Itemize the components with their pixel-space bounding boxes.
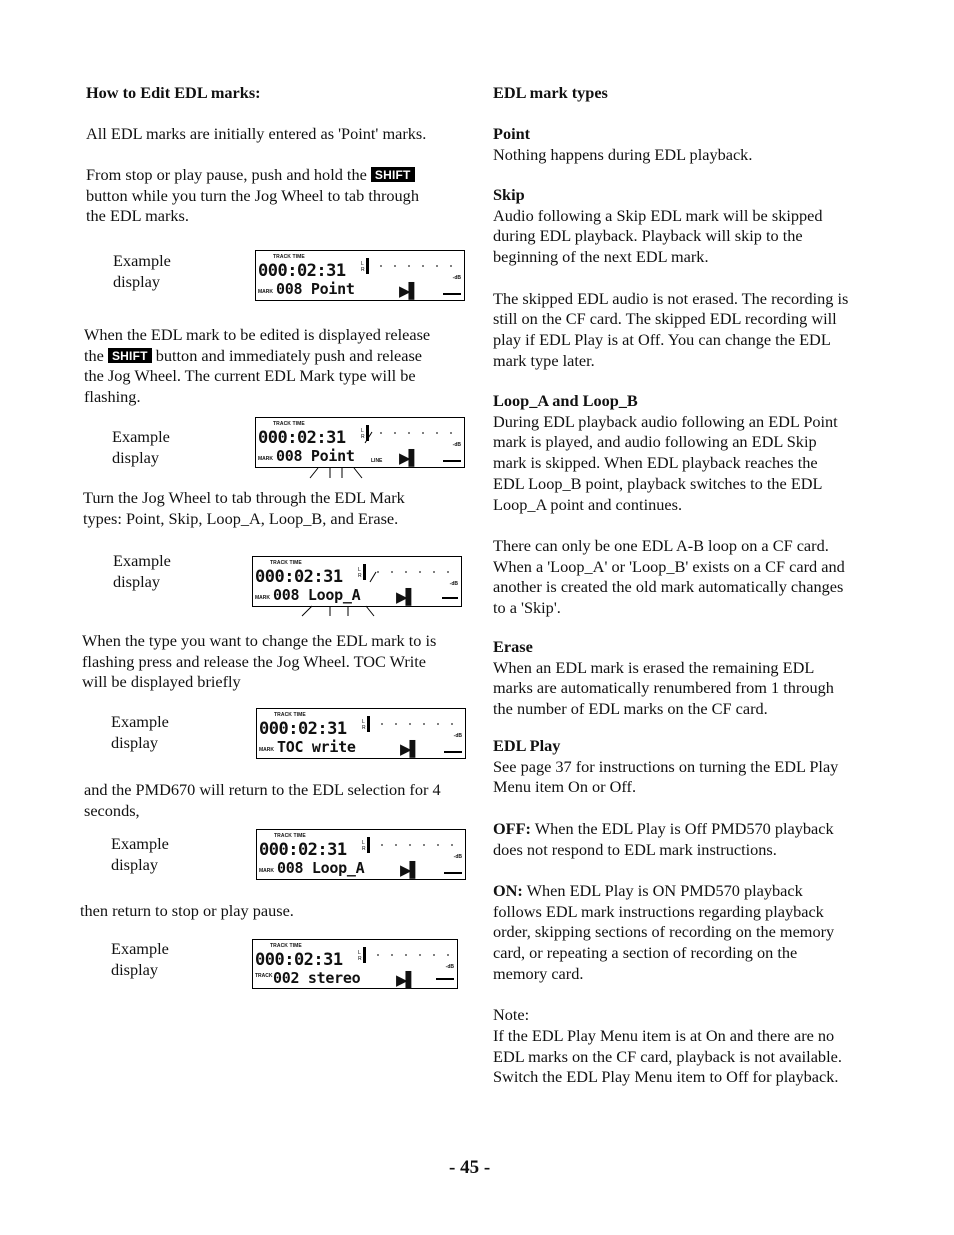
dash-indicator (444, 872, 462, 874)
mark-label: MARK (259, 747, 274, 753)
text: When a 'Loop_A' or 'Loop_B' exists on a CF card and (493, 556, 845, 576)
text: When the EDL mark to be edited is displayed release (84, 325, 431, 344)
svg-text:R: R (362, 846, 366, 852)
text: still on the CF card. The skipped EDL recording will (493, 309, 837, 329)
lcd-time: 000:02:31 (255, 567, 343, 587)
track-time-label: TRACK TIME (270, 943, 302, 949)
text: mark is played, and audio following an EDL Skip (493, 432, 817, 452)
text: seconds, (84, 800, 140, 820)
paragraph-turn-jog (83, 488, 405, 529)
play-pause-icon: ▶▌ (396, 588, 416, 606)
dash-indicator (442, 597, 458, 599)
paragraph-return-stop: then return to stop or play pause. (80, 901, 294, 920)
track-time-label: TRACK TIME (274, 833, 306, 839)
text: during EDL playback. Playback will skip to the (493, 226, 803, 246)
display-word: display (113, 572, 161, 591)
text: When an EDL mark is erased the remaining EDL (493, 657, 815, 677)
svg-text:L: L (358, 950, 361, 956)
play-pause-icon: ▶▌ (399, 449, 419, 467)
lcd-display-1 (255, 250, 465, 301)
note-heading: Note: (493, 1005, 530, 1025)
text: When the type you want to change the EDL mark to is (82, 631, 437, 650)
text: EDL Loop_B point, playback switches to the EDL (493, 473, 823, 493)
lcd-edl-text: 008 Loop_A (273, 586, 361, 604)
text: The skipped EDL audio is not erased. The recording is (493, 288, 849, 308)
display-word: display (112, 448, 160, 467)
skip-heading: Skip (493, 185, 525, 204)
text: the Jog Wheel. The current EDL Mark type will be (84, 366, 416, 386)
play-pause-icon: ▶▌ (396, 971, 416, 989)
text: and the PMD670 will return to the EDL selection for 4 (84, 780, 441, 799)
point-section (493, 124, 752, 165)
paragraph-push-hold-shift (86, 165, 419, 227)
db-label: -dB (445, 964, 454, 970)
paragraph-release-shift (84, 325, 430, 408)
text: the EDL marks. (86, 206, 189, 226)
level-meter-icon (357, 946, 457, 964)
section-heading-edit-edl: How to Edit EDL marks: (86, 83, 261, 102)
example-word: Example (111, 939, 169, 958)
text: EDL marks on the CF card, playback is not available. (493, 1046, 842, 1066)
page-number: - 45 - (449, 1157, 491, 1178)
db-label: -dB (452, 442, 461, 448)
mark-label: MARK (259, 868, 274, 874)
text: Audio following a Skip EDL mark will be skipped (493, 205, 823, 225)
example-word: Example (112, 427, 170, 446)
example-word: Example (113, 251, 171, 270)
text: the (84, 345, 104, 365)
display-word: display (111, 960, 159, 979)
point-heading: Point (493, 124, 531, 143)
lcd-time: 000:02:31 (259, 719, 347, 739)
db-label: -dB (452, 275, 461, 281)
text: From stop or play pause, push and hold the (86, 165, 367, 184)
text: Loop_A point and continues. (493, 494, 683, 514)
text: to a 'Skip'. (493, 598, 561, 618)
example-word: Example (113, 551, 171, 570)
text: button and immediately push and release (155, 345, 423, 365)
edl-play-heading: EDL Play (493, 736, 561, 755)
text: will be displayed briefly (82, 672, 241, 692)
loop-section (493, 391, 845, 619)
svg-text:L: L (361, 428, 364, 434)
lcd-time: 000:02:31 (255, 950, 343, 970)
paragraph-return-edl (84, 780, 441, 821)
text: Menu item On or Off. (493, 777, 637, 797)
svg-text:R: R (362, 725, 366, 731)
text: Turn the Jog Wheel to tab through the EDL Mark (83, 488, 405, 507)
example-label (111, 711, 169, 753)
example-label (112, 426, 170, 468)
lcd-edl-text: 008 Loop_A (277, 859, 365, 877)
lcd-display-4 (256, 708, 466, 759)
example-label (113, 250, 171, 292)
shift-key-icon: SHIFT (108, 348, 152, 363)
text: does not respond to EDL mark instructions. (493, 839, 777, 859)
dash-indicator (443, 293, 461, 295)
erase-section (493, 637, 834, 720)
text: See page 37 for instructions on turning the EDL Play (493, 756, 839, 776)
lcd-display-5 (256, 829, 466, 880)
mark-label: MARK (255, 595, 270, 601)
text: marks are automatically renumbered from 1 through (493, 678, 834, 698)
text: flashing. (84, 387, 141, 407)
svg-text:L: L (358, 567, 361, 573)
section-heading-mark-types: EDL mark types (493, 83, 608, 102)
play-pause-icon: ▶▌ (400, 740, 420, 758)
mark-label: MARK (258, 456, 273, 462)
text: types: Point, Skip, Loop_A, Loop_B, and Erase. (83, 508, 399, 528)
svg-text:R: R (361, 434, 365, 440)
text: memory card. (493, 963, 584, 983)
text: When the EDL Play is Off PMD570 playback (530, 818, 834, 838)
lcd-edl-text: 002 stereo (273, 969, 361, 987)
db-label: -dB (449, 581, 458, 587)
display-word: display (113, 272, 161, 291)
track-label: TRACK (255, 973, 273, 979)
text: If the EDL Play Menu item is at On and there are no (493, 1025, 835, 1045)
example-label (111, 833, 169, 875)
text: follows EDL mark instructions regarding playback (493, 901, 824, 921)
dash-indicator (436, 978, 454, 980)
text: mark is skipped. When EDL playback reaches the (493, 453, 818, 473)
svg-text:L: L (361, 261, 364, 267)
lcd-edl-text: 008 Point (276, 447, 355, 465)
example-word: Example (111, 834, 169, 853)
text: play if EDL Play is at Off. You can change the EDL (493, 329, 831, 349)
track-time-label: TRACK TIME (270, 560, 302, 566)
svg-text:R: R (358, 573, 362, 579)
text: card, or repeating a section of recording on the (493, 943, 798, 963)
text: mark type later. (493, 350, 595, 370)
dash-indicator (443, 460, 461, 462)
skip-section (493, 185, 848, 371)
lcd-edl-text: 008 Point (276, 280, 355, 298)
track-time-label: TRACK TIME (273, 421, 305, 427)
text: the number of EDL marks on the CF card. (493, 699, 768, 719)
svg-text:L: L (362, 719, 365, 725)
example-label (111, 938, 169, 980)
lcd-time: 000:02:31 (258, 261, 346, 281)
svg-text:R: R (361, 267, 365, 273)
play-pause-icon: ▶▌ (399, 282, 419, 300)
lcd-time: 000:02:31 (259, 840, 347, 860)
flashing-rays-icon (280, 400, 400, 480)
lcd-time: 000:02:31 (258, 428, 346, 448)
paragraph-initial-marks: All EDL marks are initially entered as 'Point' marks. (86, 124, 427, 143)
text: another is created the old mark automatically changes (493, 577, 844, 597)
paragraph-flashing-press (82, 631, 436, 693)
db-label: -dB (453, 733, 462, 739)
svg-text:R: R (358, 956, 362, 962)
track-time-label: TRACK TIME (273, 254, 305, 260)
line-label: LINE (371, 458, 383, 464)
mark-label: MARK (258, 289, 273, 295)
level-meter-icon (361, 715, 461, 733)
db-label: -dB (453, 854, 462, 860)
flashing-rays-icon (290, 560, 410, 620)
text: button while you turn the Jog Wheel to tab through (86, 185, 419, 205)
text: beginning of the next EDL mark. (493, 247, 709, 267)
dash-indicator (444, 751, 462, 753)
on-heading: ON: (493, 880, 523, 900)
erase-heading: Erase (493, 637, 533, 656)
text: order, skipping sections of recording on the memory (493, 922, 835, 942)
loop-heading: Loop_A and Loop_B (493, 391, 638, 410)
text: When EDL Play is ON PMD570 playback (522, 880, 803, 900)
text: Nothing happens during EDL playback. (493, 144, 753, 164)
lcd-display-6 (252, 939, 458, 989)
display-word: display (111, 855, 159, 874)
off-heading: OFF: (493, 818, 531, 838)
display-word: display (111, 733, 159, 752)
track-time-label: TRACK TIME (274, 712, 306, 718)
text: There can only be one EDL A-B loop on a CF card. (493, 535, 829, 555)
level-meter-icon (360, 257, 460, 275)
edl-play-section (493, 736, 842, 1088)
shift-key-icon: SHIFT (371, 167, 415, 182)
play-pause-icon: ▶▌ (400, 861, 420, 879)
level-meter-icon (361, 836, 461, 854)
text: During EDL playback audio following an EDL Point (493, 411, 838, 431)
example-label (113, 550, 171, 592)
text: flashing press and release the Jog Wheel. TOC Write (82, 651, 427, 671)
lcd-edl-text: TOC write (277, 738, 356, 756)
svg-text:L: L (362, 840, 365, 846)
text: Switch the EDL Play Menu item to Off for playback. (493, 1067, 839, 1087)
example-word: Example (111, 712, 169, 731)
